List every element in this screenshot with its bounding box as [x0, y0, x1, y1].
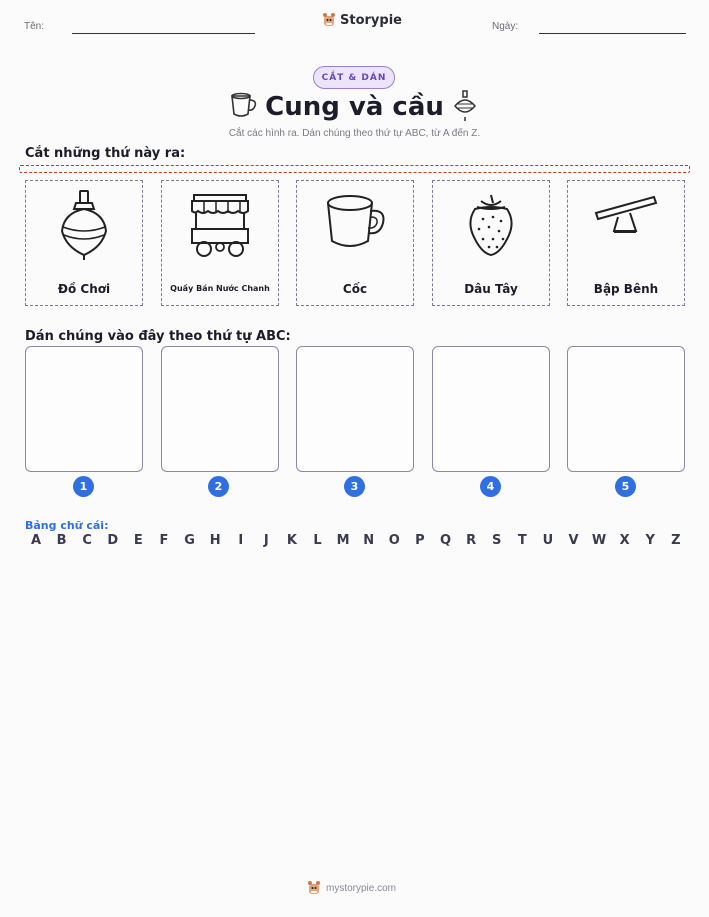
brand-name: Storypie: [340, 12, 402, 28]
date-label: Ngày:: [492, 21, 519, 32]
storypie-mascot-icon: [322, 12, 336, 28]
alphabet-letter: U: [542, 533, 554, 548]
paste-box-5[interactable]: [567, 346, 685, 472]
cup-icon: [320, 189, 390, 253]
paste-box-4[interactable]: [432, 346, 550, 472]
alphabet-letter: V: [568, 533, 579, 548]
card-label: Cốc: [342, 282, 368, 296]
number-badge-3: 3: [344, 476, 365, 497]
alphabet-title: Bảng chữ cái:: [25, 519, 109, 532]
alphabet-letter: B: [56, 533, 67, 548]
alphabet-letter: F: [159, 533, 169, 548]
alphabet-letter: X: [619, 533, 630, 548]
activity-badge: CẮT & DÁN: [313, 66, 395, 89]
card-label: Dâu Tây: [464, 282, 518, 296]
alphabet-letter: T: [517, 533, 527, 548]
footer: [307, 880, 396, 896]
lemonade-stand-icon: [188, 189, 252, 259]
card-label: Bập Bênh: [593, 282, 659, 296]
alphabet-row: [25, 533, 687, 548]
paste-section-title: Dán chúng vào đây theo thứ tự ABC:: [25, 329, 291, 344]
name-label: Tên:: [24, 21, 45, 32]
alphabet-letter: J: [263, 533, 269, 548]
paste-box-3[interactable]: [296, 346, 414, 472]
alphabet-letter: N: [363, 533, 375, 548]
cut-card-do-choi[interactable]: [25, 180, 143, 306]
cut-card-dau-tay[interactable]: [432, 180, 550, 306]
alphabet-letter: E: [133, 533, 143, 548]
alphabet-letter: H: [209, 533, 221, 548]
paste-box-2[interactable]: [161, 346, 279, 472]
number-badge-2: 2: [208, 476, 229, 497]
footer-url[interactable]: mystorypie.com: [326, 882, 397, 894]
page-title: Cung và cầu: [265, 92, 444, 122]
date-line[interactable]: [539, 33, 686, 34]
cut-card-bap-benh[interactable]: [567, 180, 685, 306]
alphabet-letter: G: [184, 533, 195, 548]
number-badge-1: 1: [73, 476, 94, 497]
name-line[interactable]: [72, 33, 255, 34]
alphabet-letter: C: [82, 533, 92, 548]
cut-card-quay-ban-nuoc-chanh[interactable]: [161, 180, 279, 306]
number-badge-5: 5: [615, 476, 636, 497]
alphabet-letter: Q: [439, 533, 452, 548]
alphabet-letter: S: [492, 533, 502, 548]
spinning-top-icon: [54, 189, 114, 261]
alphabet-letter: Z: [671, 533, 681, 548]
brand-logo: [322, 12, 402, 28]
cut-section-title: Cắt những thứ này ra:: [25, 146, 186, 161]
alphabet-letter: O: [388, 533, 400, 548]
seesaw-icon: [590, 189, 662, 249]
storypie-mascot-icon: [307, 880, 321, 896]
alphabet-letter: P: [415, 533, 425, 548]
spinning-top-icon: [452, 90, 478, 122]
alphabet-letter: R: [466, 533, 477, 548]
alphabet-letter: A: [30, 533, 42, 548]
card-label: Quầy Bán Nước Chanh: [170, 284, 270, 293]
strawberry-icon: [463, 189, 519, 259]
cut-line: [19, 165, 690, 173]
alphabet-letter: I: [238, 533, 244, 548]
number-badge-4: 4: [480, 476, 501, 497]
alphabet-letter: M: [336, 533, 350, 548]
alphabet-letter: Y: [645, 533, 655, 548]
alphabet-letter: K: [286, 533, 297, 548]
alphabet-letter: D: [107, 533, 119, 548]
alphabet-letter: L: [313, 533, 322, 548]
instructions: Cắt các hình ra. Dán chúng theo thứ tự ABC, từ A đến Z.: [228, 128, 481, 139]
cut-card-coc[interactable]: [296, 180, 414, 306]
paste-box-1[interactable]: [25, 346, 143, 472]
alphabet-letter: W: [591, 533, 607, 548]
card-label: Đồ Chơi: [57, 282, 111, 296]
